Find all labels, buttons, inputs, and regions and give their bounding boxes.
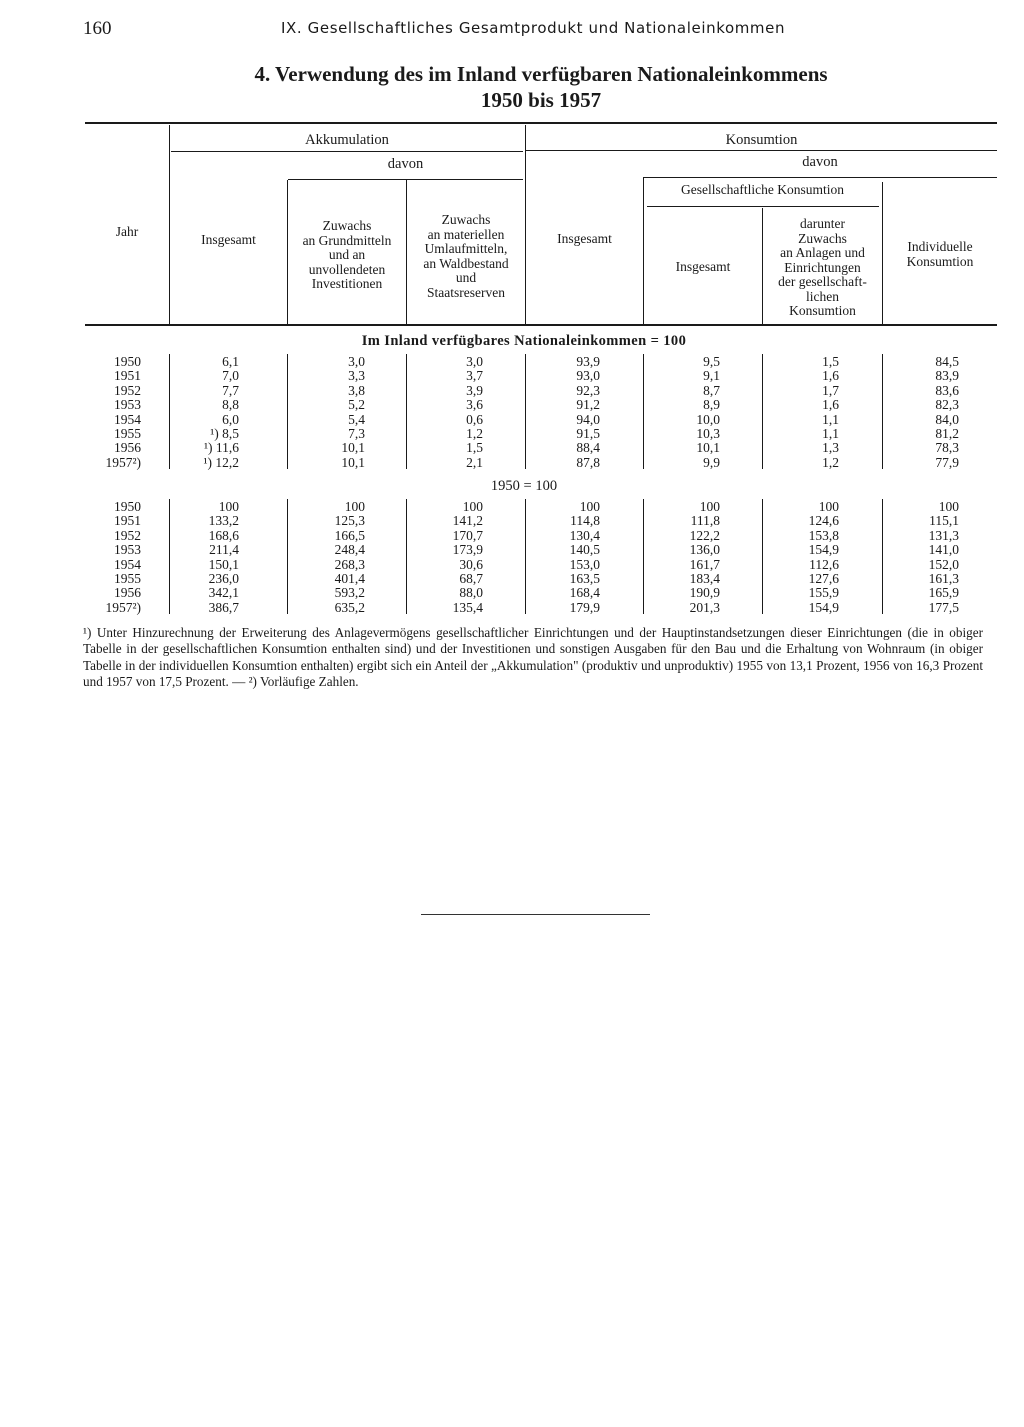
table-cell-index: 127,6 (808, 571, 839, 586)
table-cell-index: 131,3 (928, 527, 959, 543)
header-davon-akk: davon (387, 156, 424, 172)
table-cell-share: 91,2 (576, 397, 600, 413)
table-cell-share: 7,3 (348, 426, 365, 441)
table-cell-index: 401,4 (334, 571, 365, 586)
table-cell-index: 165,9 (928, 585, 959, 601)
table-cell-index: 173,9 (452, 542, 483, 558)
header-davon-kons: davon (802, 154, 838, 170)
table-cell-share: 7,0 (222, 368, 239, 384)
row-year-share: 1956 (114, 440, 141, 456)
table-cell-share: 9,1 (703, 368, 720, 384)
header-rule-konsumtion (526, 150, 997, 151)
table-cell-index: 211,4 (209, 542, 239, 558)
table-cell-share: 1,2 (822, 454, 839, 470)
header-grundmittel-l5: Investitionen (311, 276, 383, 291)
row-year-share: 1951 (114, 368, 141, 384)
table-cell-index: 168,4 (569, 585, 600, 601)
table-cell-index: 201,3 (689, 599, 720, 615)
table-cell-share: 93,0 (576, 368, 600, 384)
header-grundmittel-l2: an Grundmitteln (302, 232, 392, 248)
row-year-share: 1952 (114, 382, 141, 398)
table-cell-index: 135,4 (452, 599, 483, 615)
table-cell-share: 10,1 (341, 454, 365, 470)
page-header (83, 16, 983, 40)
header-akkumulation: Akkumulation (305, 132, 389, 148)
table-cell-index: 170,7 (452, 527, 483, 543)
header-bottom-rule (85, 324, 997, 326)
table-cell-index: 111,8 (690, 513, 720, 529)
table-cell-index: 342,1 (208, 585, 239, 601)
table-cell-index: 100 (818, 499, 839, 514)
table-cell-share: 10,0 (696, 411, 720, 427)
row-year-index: 1950 (114, 499, 141, 514)
table-cell-index: 115,1 (929, 513, 959, 529)
table-cell-index: 153,8 (808, 527, 839, 543)
vrule-5 (643, 178, 644, 324)
table-cell-share: 88,4 (576, 440, 600, 456)
row-year-index: 1954 (114, 556, 141, 572)
table-cell-index: 152,0 (928, 556, 959, 572)
row-year-share: 1955 (114, 426, 141, 441)
table-cell-index: 154,9 (808, 599, 839, 615)
table-cell-index: 248,4 (334, 542, 365, 558)
table-cell-share: 92,3 (576, 382, 600, 398)
section-label-share: Im Inland verfügbares Nationaleinkommen = 100 (361, 333, 687, 349)
header-konsumtion: Konsumtion (725, 132, 798, 148)
table-cell-index: 124,6 (808, 513, 839, 529)
table-cell-share: 3,7 (466, 368, 483, 384)
table-cell-index: 166,5 (334, 527, 365, 543)
table-cell-share: ¹) 8,5 (210, 426, 239, 441)
table-cell-index: 100 (344, 499, 365, 514)
header-ges-kons-insgesamt: Insgesamt (675, 259, 731, 274)
row-year-index: 1952 (114, 527, 141, 543)
header-darunter-l6: lichen (806, 288, 839, 304)
header-darunter-l2: Zuwachs (798, 230, 847, 246)
table-cell-share: 1,1 (822, 426, 839, 441)
table-cell-index: 100 (579, 499, 600, 514)
table-cell-share: 1,1 (822, 411, 839, 427)
header-rule-davon-kons (643, 177, 997, 178)
table-cell-share: 10,1 (341, 440, 365, 456)
table-cell-share: 1,3 (822, 440, 839, 456)
table-cell-share: 3,0 (348, 354, 365, 369)
header-darunter-l3: an Anlagen und (780, 245, 865, 260)
header-rule-ges-kons (647, 206, 879, 207)
table-cell-share: 8,9 (703, 397, 720, 413)
row-year-index: 1956 (114, 585, 141, 601)
table-cell-share: 6,0 (222, 411, 239, 427)
header-umlaufmittel-l4: an Waldbestand (423, 255, 509, 271)
table-cell-share: 94,0 (576, 411, 600, 427)
table-cell-share: 3,3 (348, 368, 365, 384)
table-cell-share: 1,5 (822, 354, 839, 369)
table-cell-index: 635,2 (334, 599, 365, 615)
table-cell-share: 1,7 (822, 382, 839, 398)
row-year-index: 1955 (114, 571, 141, 586)
table-cell-index: 130,4 (569, 527, 600, 543)
row-year-share: 1957²) (105, 454, 141, 470)
table-cell-share: 91,5 (576, 426, 600, 441)
row-year-index: 1953 (114, 542, 141, 558)
table-cell-index: 114,8 (570, 513, 600, 529)
table-cell-share: 93,9 (576, 354, 600, 369)
table-cell-share: 1,6 (822, 368, 839, 384)
row-year-index: 1951 (114, 513, 141, 529)
table-cell-share: 3,6 (466, 397, 483, 413)
header-rule-akkumulation (171, 151, 523, 152)
table-cell-share: 9,9 (703, 454, 720, 470)
table-cell-index: 183,4 (689, 571, 720, 586)
header-darunter-l5: der gesellschaft- (778, 274, 867, 289)
header-grundmittel-l3: und an (328, 247, 366, 262)
table-cell-index: 161,3 (928, 571, 959, 586)
table-cell-index: 68,7 (459, 571, 483, 586)
table-title: 4. Verwendung des im Inland verfügbaren Nationaleinkommens (254, 62, 828, 86)
table-cell-share: 83,6 (935, 382, 959, 398)
table-cell-index: 141,2 (452, 513, 483, 529)
table-cell-share: 3,9 (466, 382, 483, 398)
header-individuelle (883, 240, 997, 269)
table-cell-share: ¹) 12,2 (203, 454, 239, 470)
table-cell-share: 6,1 (222, 354, 239, 369)
table-cell-index: 88,0 (459, 585, 483, 601)
table-cell-index: 593,2 (334, 585, 365, 601)
table-cell-index: 386,7 (208, 599, 239, 615)
table-cell-index: 179,9 (569, 599, 600, 615)
table-cell-index: 236,0 (208, 571, 239, 586)
table-cell-index: 136,0 (689, 542, 720, 558)
table-cell-index: 161,7 (689, 556, 720, 572)
table-cell-share: 0,6 (466, 411, 483, 427)
table-cell-share: 2,1 (466, 454, 483, 470)
table-cell-index: 140,5 (569, 542, 600, 558)
vrule-4 (525, 125, 526, 324)
vrule-1 (169, 125, 170, 324)
header-darunter-l1: darunter (800, 216, 845, 231)
top-rule (85, 122, 997, 124)
header-individuelle-l2: Konsumtion (906, 253, 974, 269)
section-label-index: 1950 = 100 (490, 478, 558, 494)
header-umlaufmittel-l5: und (455, 270, 477, 285)
row-year-share: 1953 (114, 397, 141, 413)
table-cell-index: 100 (938, 499, 959, 514)
table-cell-share: 1,5 (466, 440, 483, 456)
header-kons-insgesamt: Insgesamt (557, 231, 612, 246)
table-cell-index: 153,0 (569, 556, 600, 572)
header-akk-insgesamt: Insgesamt (201, 232, 256, 247)
table-subtitle: 1950 bis 1957 (480, 88, 602, 112)
header-darunter (763, 217, 882, 319)
table-cell-index: 154,9 (808, 542, 839, 558)
running-title: IX. Gesellschaftliches Gesamtprodukt und Nationaleinkommen (281, 19, 786, 37)
table-cell-index: 30,6 (459, 556, 483, 572)
header-umlaufmittel-l1: Zuwachs (441, 212, 491, 227)
table-cell-index: 177,5 (928, 599, 959, 615)
statistics-table (85, 122, 997, 617)
table-cell-share: 82,3 (935, 397, 959, 413)
header-darunter-l4: Einrichtungen (784, 259, 861, 275)
footnote: ¹) Unter Hinzurechnung der Erweiterung des Anlagevermögens gesellschaftlicher Einrichtungen und der Hauptinstandsetzungen dieser Einrichtungen (die in obiger Tabelle in der gesellschaftlichen Konsumtion enthalten sind) und der Investitionen und sonstigen Ausgaben für den Bau und die Erhaltung von Wohnraum (in obiger Tabelle in der individuellen Konsumtion enthalten) ergibt sich ein Anteil der „Akkumulation" (produktiv und unproduktiv) 1955 von 13,1 Prozent, 1956 von 16,3 Prozent und 1957 von 17,5 Prozent. — ²) Vorläufige Zahlen. (83, 625, 983, 689)
row-year-index: 1957²) (105, 599, 141, 615)
table-cell-share: 87,8 (576, 454, 600, 470)
table-cell-share: 77,9 (935, 454, 959, 470)
header-ges-konsumtion: Gesellschaftliche Konsumtion (680, 182, 845, 197)
table-cell-index: 100 (462, 499, 483, 514)
table-cell-index: 100 (218, 499, 239, 514)
header-grundmittel (288, 219, 406, 292)
table-cell-index: 150,1 (208, 556, 239, 572)
table-cell-share: 10,1 (696, 440, 720, 456)
table-cell-share: 5,4 (348, 411, 365, 427)
table-cell-share: 5,2 (348, 397, 365, 413)
header-umlaufmittel-l6: Staatsreserven (427, 284, 505, 300)
table-cell-index: 112,6 (809, 556, 839, 572)
table-cell-share: 3,0 (466, 354, 483, 369)
table-cell-share: 10,3 (696, 426, 720, 441)
header-umlaufmittel (407, 213, 525, 300)
header-umlaufmittel-l2: an materiellen (427, 226, 505, 242)
header-umlaufmittel-l3: Umlaufmitteln, (424, 241, 508, 256)
table-cell-index: 141,0 (928, 542, 959, 558)
table-cell-share: 81,2 (935, 426, 959, 441)
page-number: 160 (83, 18, 112, 39)
table-cell-share: 1,2 (466, 426, 483, 441)
table-cell-index: 268,3 (334, 556, 365, 572)
table-cell-share: 8,7 (703, 382, 720, 398)
table-cell-share: 3,8 (348, 382, 365, 398)
table-cell-index: 168,6 (208, 527, 239, 543)
table-cell-index: 155,9 (808, 585, 839, 601)
header-darunter-l7: Konsumtion (789, 303, 856, 318)
table-cell-share: 83,9 (935, 368, 959, 384)
table-cell-share: 78,3 (935, 440, 959, 456)
table-cell-share: 84,0 (935, 411, 959, 427)
row-year-share: 1954 (114, 411, 141, 427)
table-cell-index: 125,3 (334, 513, 365, 529)
table-cell-index: 190,9 (689, 585, 720, 601)
table-cell-index: 163,5 (569, 571, 600, 586)
table-cell-share: 1,6 (822, 397, 839, 413)
header-grundmittel-l1: Zuwachs (322, 218, 372, 233)
table-cell-share: 7,7 (222, 382, 239, 398)
table-cell-index: 122,2 (689, 527, 720, 543)
header-grundmittel-l4: unvollendeten (308, 261, 386, 277)
table-cell-share: 84,5 (935, 354, 959, 369)
header-jahr: Jahr (115, 224, 139, 239)
table-cell-index: 133,2 (208, 513, 239, 529)
row-year-share: 1950 (114, 354, 141, 369)
table-cell-share: ¹) 11,6 (203, 440, 239, 456)
bottom-rule (421, 914, 650, 915)
table-cell-share: 9,5 (703, 354, 720, 369)
header-individuelle-l1: Individuelle (907, 239, 973, 254)
table-cell-index: 100 (699, 499, 720, 514)
table-cell-share: 8,8 (222, 397, 239, 413)
